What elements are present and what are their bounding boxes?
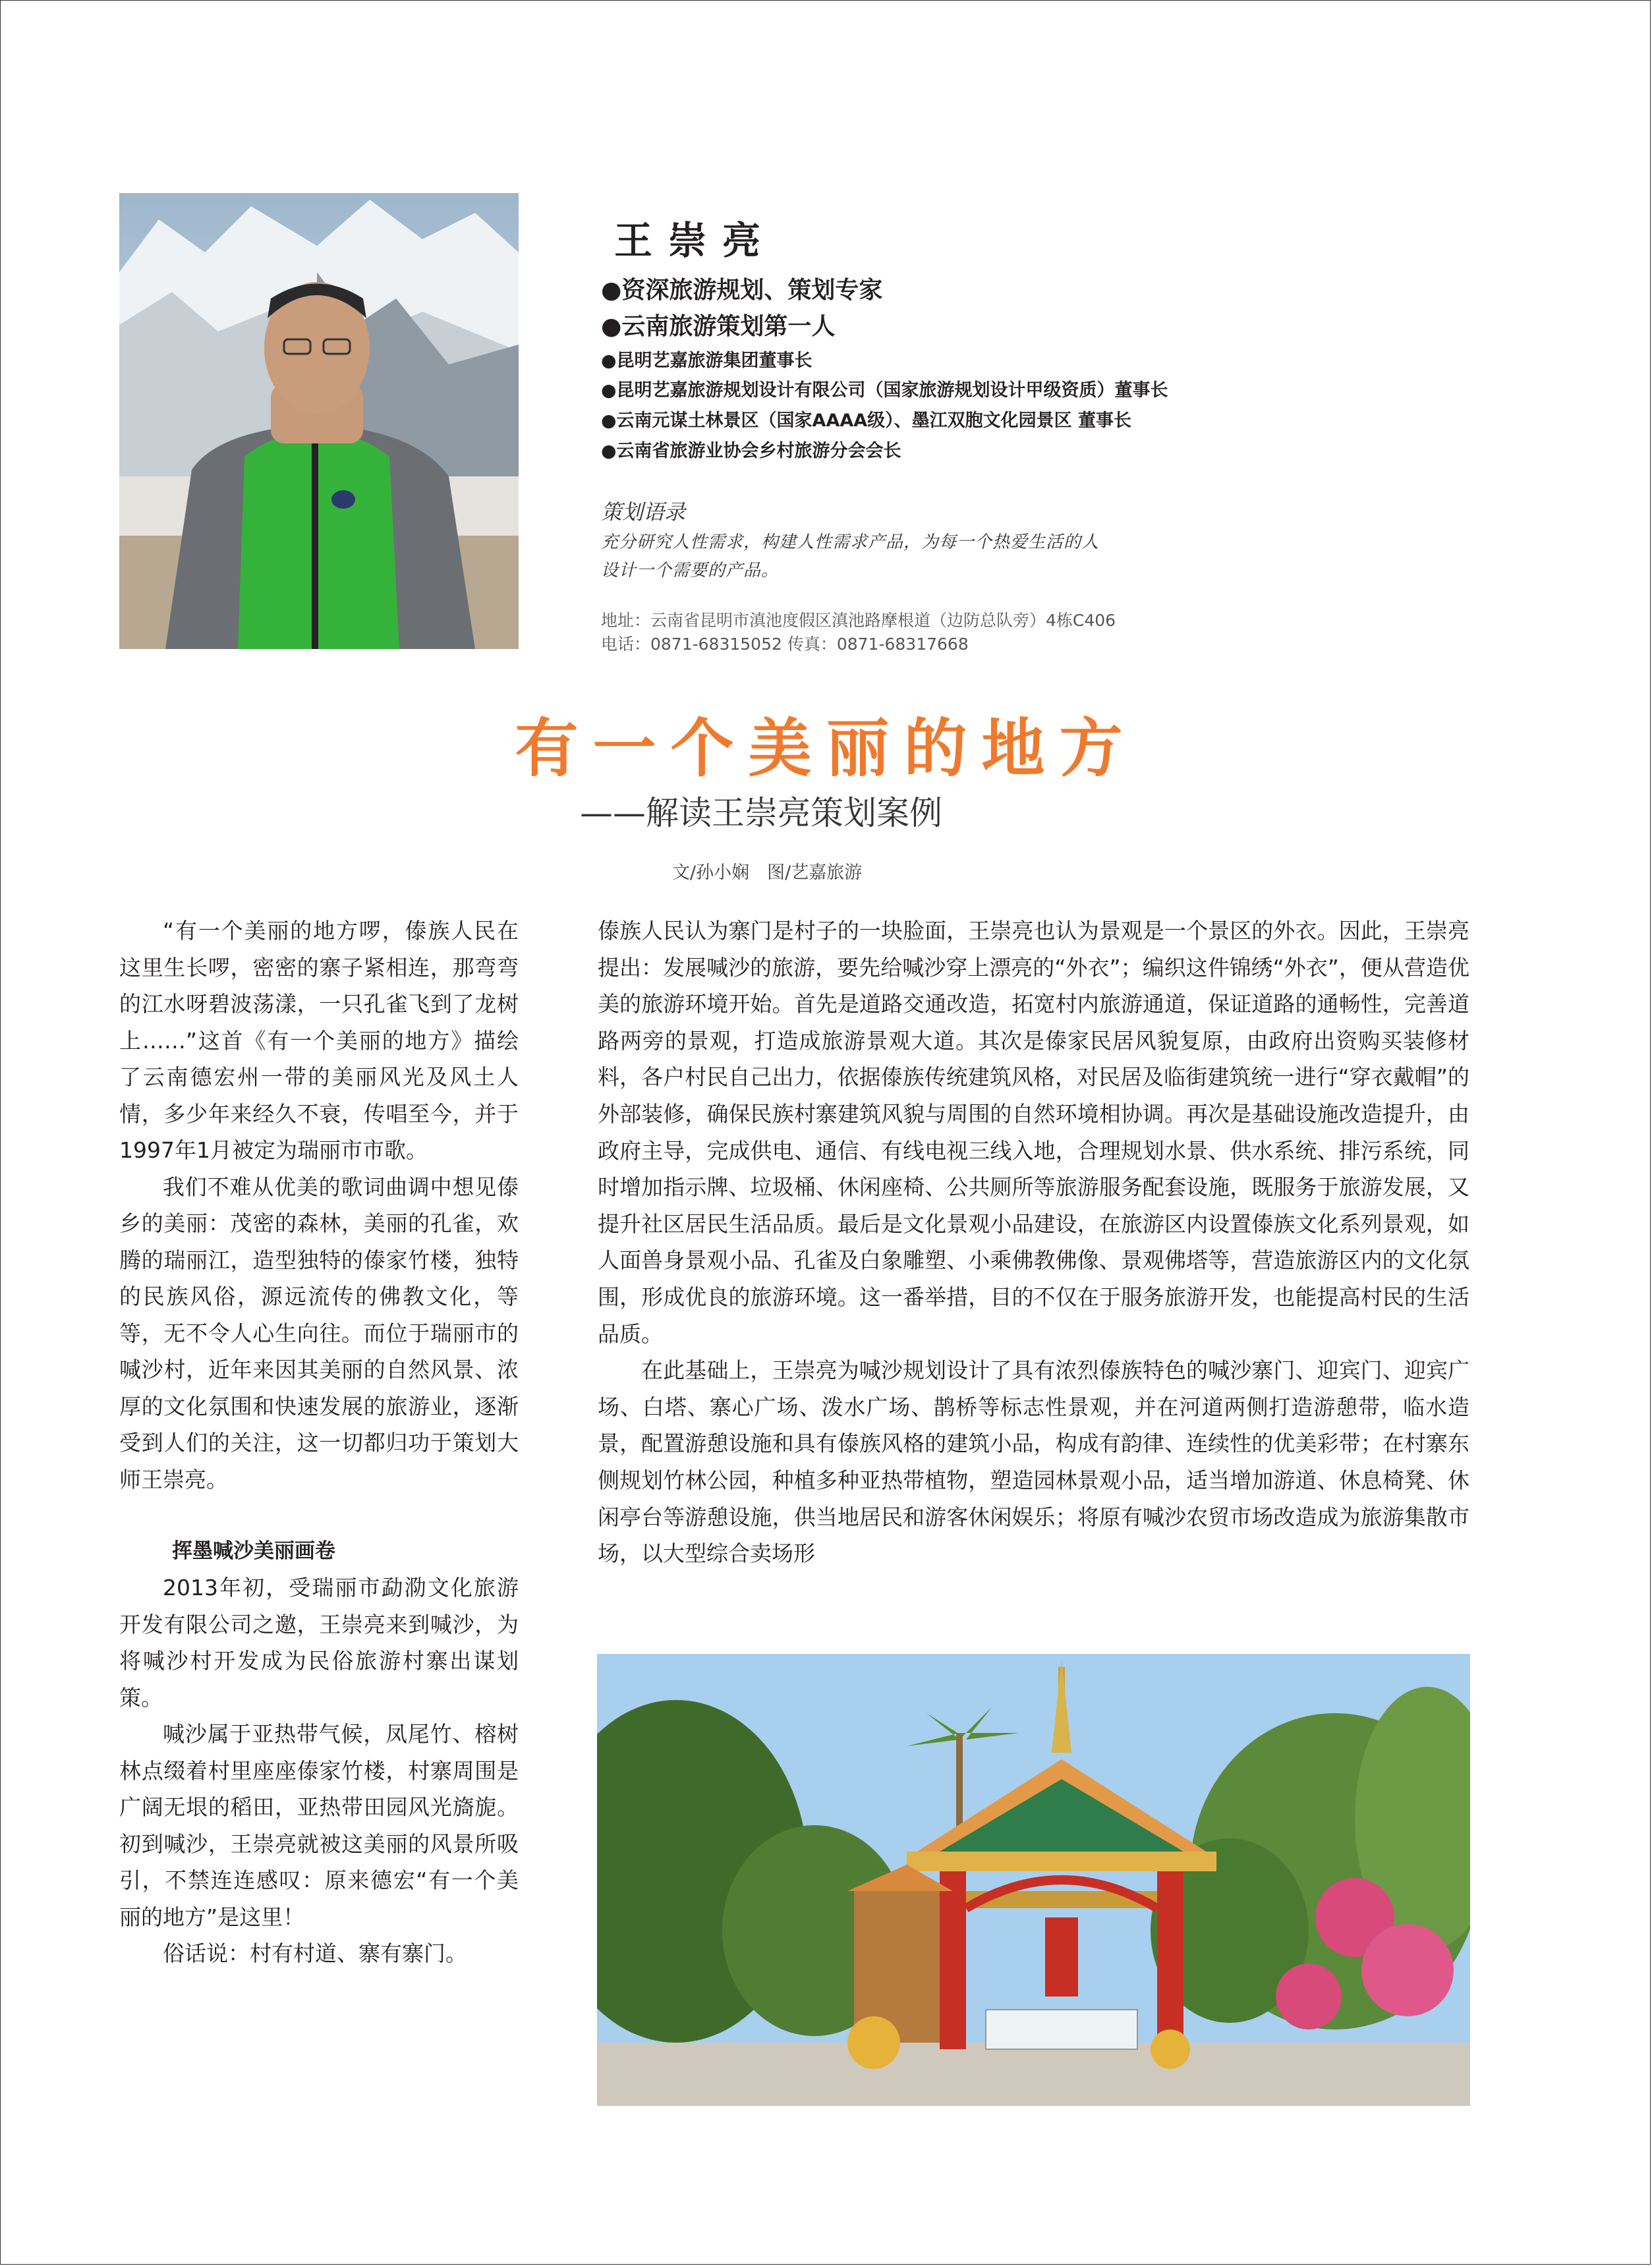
paragraph: 在此基础上，王崇亮为喊沙规划设计了具有浓烈傣族特色的喊沙寨门、迎宾门、迎宾广场、白塔、寨心广场、泼水广场、鹊桥等标志性景观，并在河道两侧打造游憩带，临水造景，配置游憩设施和具有傣族风格的建筑小品，构成有韵律、连续性的优美彩带；在村寨东侧规划竹林公园，种植多种亚热带植物，塑造园林景观小品，适当增加游道、休息椅凳、休闲亭台等游憩设施，供当地居民和游客休闲娱乐；将原有喊沙农贸市场改造成为旅游集散市场，以大型综合卖场形 [598, 1357, 1469, 1567]
paragraph: 2013年初，受瑞丽市勐泐文化旅游开发有限公司之邀，王崇亮来到喊沙，为将喊沙村开发成为民俗旅游村寨出谋划策。 [119, 1575, 519, 1711]
contact-phone: 电话：0871-68315052 传真：0871-68317668 [601, 635, 969, 654]
bio-role-3: ●云南元谋土林景区（国家AAAA级）、墨江双胞文化园景区 董事长 [601, 411, 1132, 431]
quote-line-2: 设计一个需要的产品。 [601, 561, 780, 581]
article-title: 有一个美丽的地方 [515, 712, 1137, 785]
bio-role-4: ●云南省旅游业协会乡村旅游分会会长 [601, 441, 901, 461]
quote-line-1: 充分研究人性需求，构建人性需求产品，为每一个热爱生活的人 [601, 532, 1100, 552]
paragraph: 喊沙属于亚热带气候，凤尾竹、榕树林点缀着村里座座傣家竹楼，村寨周围是广阔无垠的稻田，亚热带田园风光旖旎。初到喊沙，王崇亮就被这美丽的风景所吸引，不禁连连感叹：原来德宏“有一个美丽的地方”是这里！ [119, 1721, 519, 1930]
left-column [119, 913, 519, 1972]
paragraph: “有一个美丽的地方啰，傣族人民在这里生长啰，密密的寨子紧相连，那弯弯的江水呀碧波荡漾，一只孔雀飞到了龙树上……”这首《有一个美丽的地方》描绘了云南德宏州一带的美丽风光及风土人情，多少年来经久不衰，传唱至今，并于1997年1月被定为瑞丽市市歌。 [119, 918, 519, 1163]
section-heading: 挥墨喊沙美丽画卷 [172, 1539, 335, 1563]
portrait-photo [119, 193, 519, 649]
profile-name: 王崇亮 [614, 218, 777, 263]
bio-role-2: ●昆明艺嘉旅游规划设计有限公司（国家旅游规划设计甲级资质）董事长 [601, 380, 1168, 401]
bio-role-1: ●昆明艺嘉旅游集团董事长 [601, 351, 812, 371]
bio-title-2: ●云南旅游策划第一人 [601, 313, 836, 340]
village-gate-photo [597, 1654, 1470, 2106]
paragraph: 傣族人民认为寨门是村子的一块脸面，王崇亮也认为景观是一个景区的外衣。因此，王崇亮提出：发展喊沙的旅游，要先给喊沙穿上漂亮的“外衣”；编织这件锦绣“外衣”，便从营造优美的旅游环境开始。首先是道路交通改造，拓宽村内旅游通道，保证道路的通畅性，完善道路两旁的景观，打造成旅游景观大道。其次是傣家民居风貌复原，由政府出资购买装修材料，各户村民自己出力，依据傣族传统建筑风格，对民居及临街建筑统一进行“穿衣戴帽”的外部装修，确保民族村寨建筑风貌与周围的自然环境相协调。再次是基础设施改造提升，由政府主导，完成供电、通信、有线电视三线入地，合理规划水景、供水系统、排污系统，同时增加指示牌、垃圾桶、休闲座椅、公共厕所等旅游服务配套设施，既服务于旅游发展，又提升社区居民生活品质。最后是文化景观小品建设，在旅游区内设置傣族文化系列景观，如人面兽身景观小品、孔雀及白象雕塑、小乘佛教佛像、景观佛塔等，营造旅游区内的文化氛围，形成优良的旅游环境。这一番举措，目的不仅在于服务旅游开发，也能提高村民的生活品质。 [598, 918, 1469, 1347]
right-column [598, 913, 1469, 1572]
paragraph: 我们不难从优美的歌词曲调中想见傣乡的美丽：茂密的森林，美丽的孔雀，欢腾的瑞丽江，造型独特的傣家竹楼，独特的民族风俗，源远流传的佛教文化，等等，无不令人心生向往。而位于瑞丽市的喊沙村，近年来因其美丽的自然风景、浓厚的文化氛围和快速发展的旅游业，逐渐受到人们的关注，这一切都归功于策划大师王崇亮。 [119, 1174, 519, 1492]
bio-title-1: ●资深旅游规划、策划专家 [601, 277, 883, 304]
quote-title: 策划语录 [601, 499, 686, 524]
paragraph: 俗话说：村有村道、寨有寨门。 [163, 1940, 467, 1966]
article-byline: 文/孙小娴 图/艺嘉旅游 [672, 863, 863, 883]
contact-address: 地址：云南省昆明市滇池度假区滇池路摩根道（边防总队旁）4栋C406 [601, 611, 1116, 630]
article-subtitle: ——解读王崇亮策划案例 [580, 794, 942, 832]
